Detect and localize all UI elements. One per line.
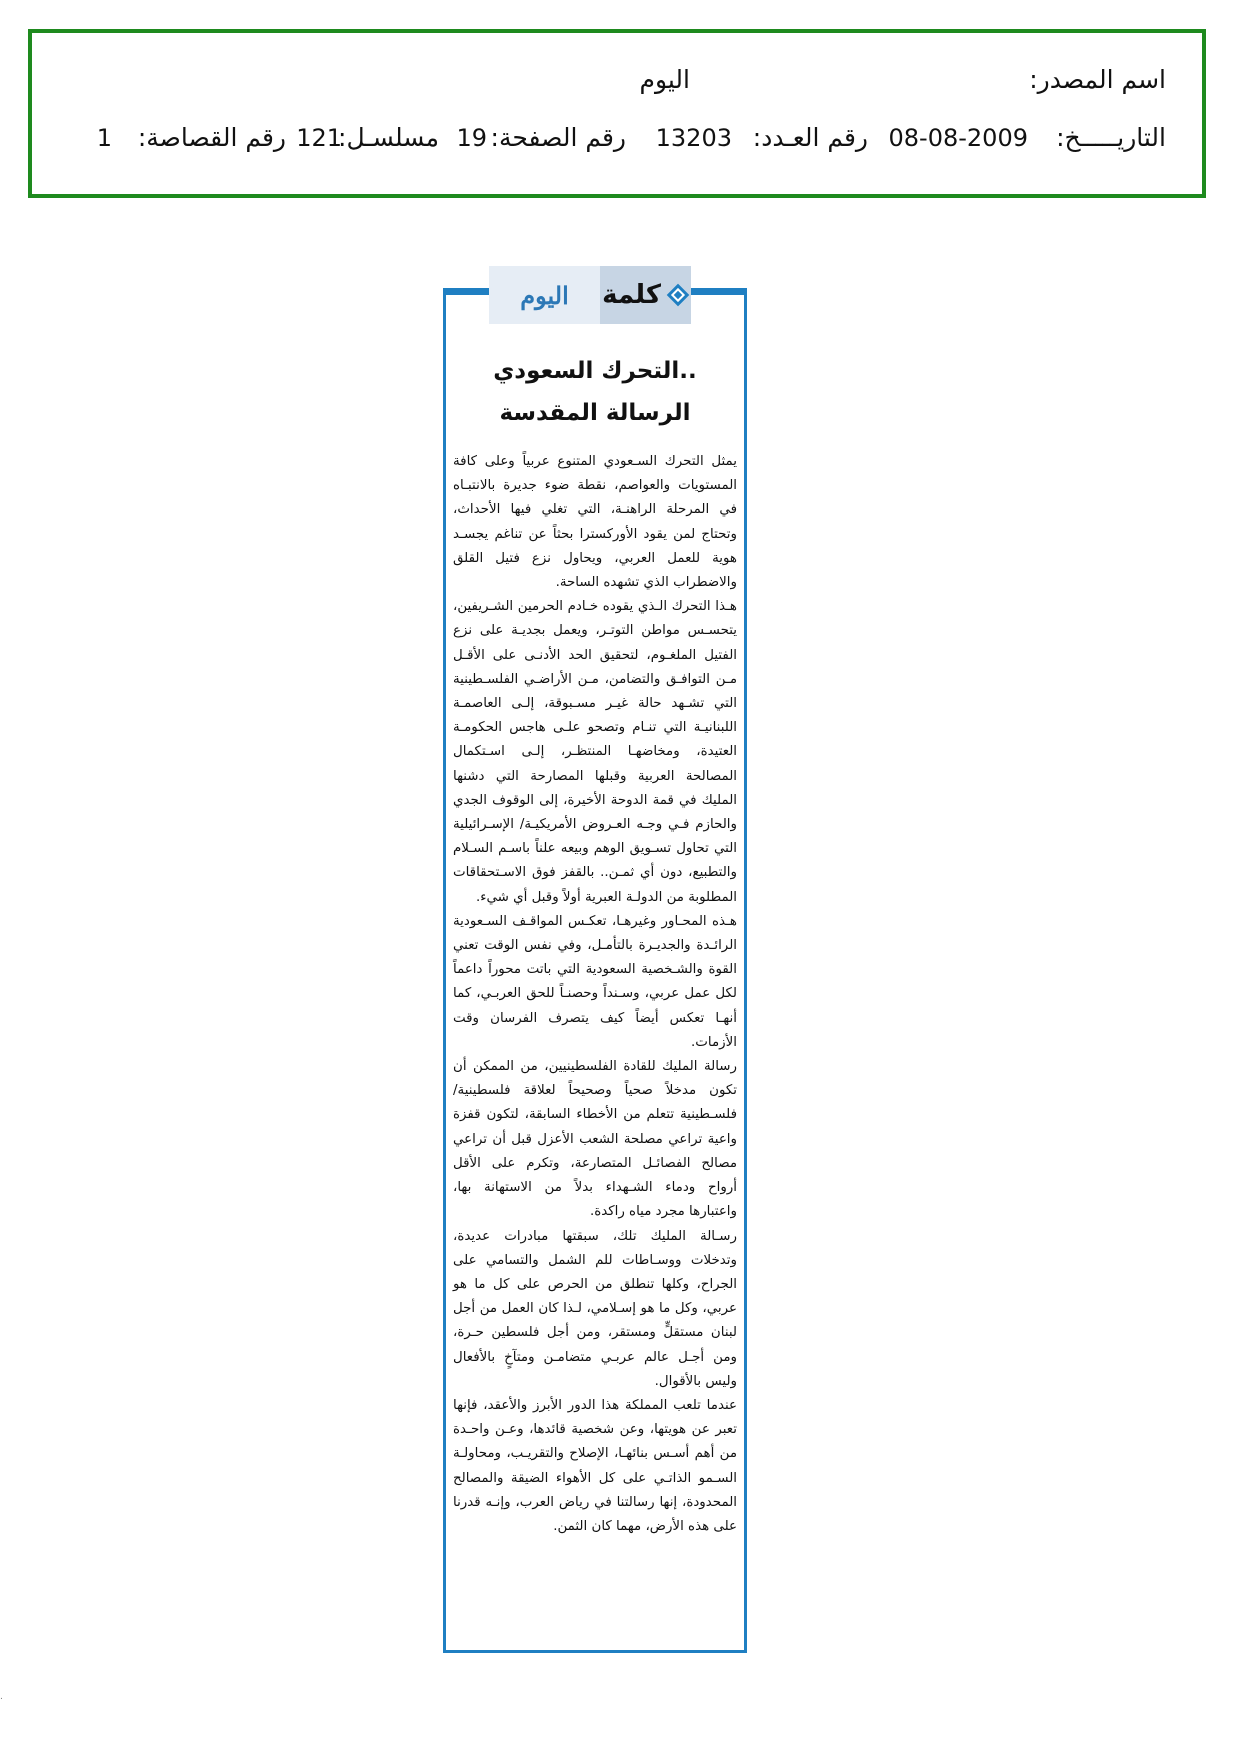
clip-label: رقم القصاصة: [137,123,286,152]
page-value: 19 [456,124,487,152]
paragraph: هـذا التحرك الـذي يقوده خـادم الحرمين الشـريفين، يتحسـس مواطن التوتـر، ويعمل بجديـة على نزع الفتيل الملغـوم، لتحقيق الحد الأدنـى على الأقـل مـن التوافـق والتضامن، مـن الأراضـي الفلسـطينية التي تشـهد حالة غيـر مسـبوقة، إلـى العاصمـة اللبنانيـة التي تنـام وتصحو علـى هاجس الحكومـة العتيدة، ومخاضهـا المنتظـر، إلـى اسـتكمال المصالحة العربية وقبلها المصارحة التي دشنها المليك في قمة الدوحة الأخيرة، إلى الوقوف الجدي والحازم فـي وجـه العـروض الأمريكيـة/ الإسـرائيلية التي تحاول تسـويق الوهم وبيعه علناً باسـم السـلام والتطبيع، دون أي ثمـن.. بالقفز فوق الاسـتحقاقات المطلوبة من الدولـة العبرية أولاً وقبل أي شيء. [453,599,737,905]
column-name-text: كلمة [602,280,661,310]
issue-value: 13203 [655,124,732,152]
paragraph: رسـالة المليك تلك، سبقتها مبادرات عديدة، وتدخلات ووسـاطات للم الشمل والتسامي على الجراح، وكلها تنطلق من الحرص على كل ما هو عربي، وكل ما هو إسـلامي، لـذا كان العمل من أجل لبنان مستقلٍّ ومستقر، ومن أجل فلسطين حـرة، ومن أجـل عالم عربـي متضامـن ومتآخٍ بالأفعال وليس بالأقوال. [453,1228,737,1389]
serial-value: 121 [296,124,342,152]
column-top-rule-left [443,288,489,295]
article-body [453,450,737,1539]
date-label: التاريـــــخ: [1056,123,1166,152]
paragraph: رسالة المليك للقادة الفلسطينيين، من الممكن أن تكون مدخلاً صحياً وصحيحاً لعلاقة فلسطينية/ فلسـطينية تتعلم من الأخطاء السابقة، لتكون قفزة واعية تراعي مصلحة الشعب الأعزل قبل أن تراعي مصالح الفصائـل المتصارعة، وتكرم على الأقل أرواح ودماء الشـهداء بدلاً من الاستهانة بها، واعتبارها مجرد مياه راكدة. [453,1059,737,1220]
title-line-1: ..التحرك السعودي [493,358,697,384]
title-line-2: الرسالة المقدسة [499,400,691,426]
opinion-column [443,280,747,1653]
source-value: اليوم [639,65,690,94]
page-label: رقم الصفحة: [490,123,626,152]
paragraph: عندما تلعب المملكة هذا الدور الأبرز والأعقد، فإنها تعبر عن هويتها، وعن شخصية قائدها، وعـن واحـدة من أهم أسـس بنائهـا، الإصلاح والتقريـب، ومحاولـة السـمو الذاتـي على كل الأهواء الضيقة والمصالح المحدودة، إنها رسالتنا في رياض العرب، وإنـه قدرنا على هذه الأرض، مهما كان الثمن. [453,1397,737,1534]
date-value: 08-08-2009 [888,124,1028,152]
clip-value: 1 [96,124,112,152]
newspaper-logo: اليوم [489,266,600,324]
issue-label: رقم العـدد: [752,123,868,152]
diamond-logo-icon [667,284,689,306]
article-title [451,350,739,434]
column-badge [489,266,691,324]
column-name [600,266,691,324]
paragraph: هـذه المحـاور وغيرهـا، تعكـس المواقـف السـعودية الرائـدة والجديـرة بالتأمـل، وفي نفس الوقت تعني القوة والشـخصية السعودية التي باتت محوراً داعماً لكل عمل عربي، وسـنداً وحصنـاً للحق العربـي، كما أنهـا تعكس أيضاً كيف يتصرف الفرسان وقت الأزمات. [453,913,737,1050]
source-label: اسم المصدر: [1029,65,1166,94]
scan-speck: . [0,1692,3,1702]
paragraph: يمثل التحرك السـعودي المتنوع عربياً وعلى كافة المستويات والعواصم، نقطة ضوء جديرة بالانتبـاه في المرحلة الراهنـة، التي تغلي فيها الأحداث، وتحتاج لمن يقود الأوركسترا بحثاً عن تناغم يجسـد هوية للعمل العربي، ويحاول نزع فتيل القلق والاضطراب الذي تشهده الساحة. [453,454,737,591]
serial-label: مسلسـل: [338,123,439,152]
source-metadata-box [28,29,1206,198]
column-top-rule-right [691,288,747,295]
